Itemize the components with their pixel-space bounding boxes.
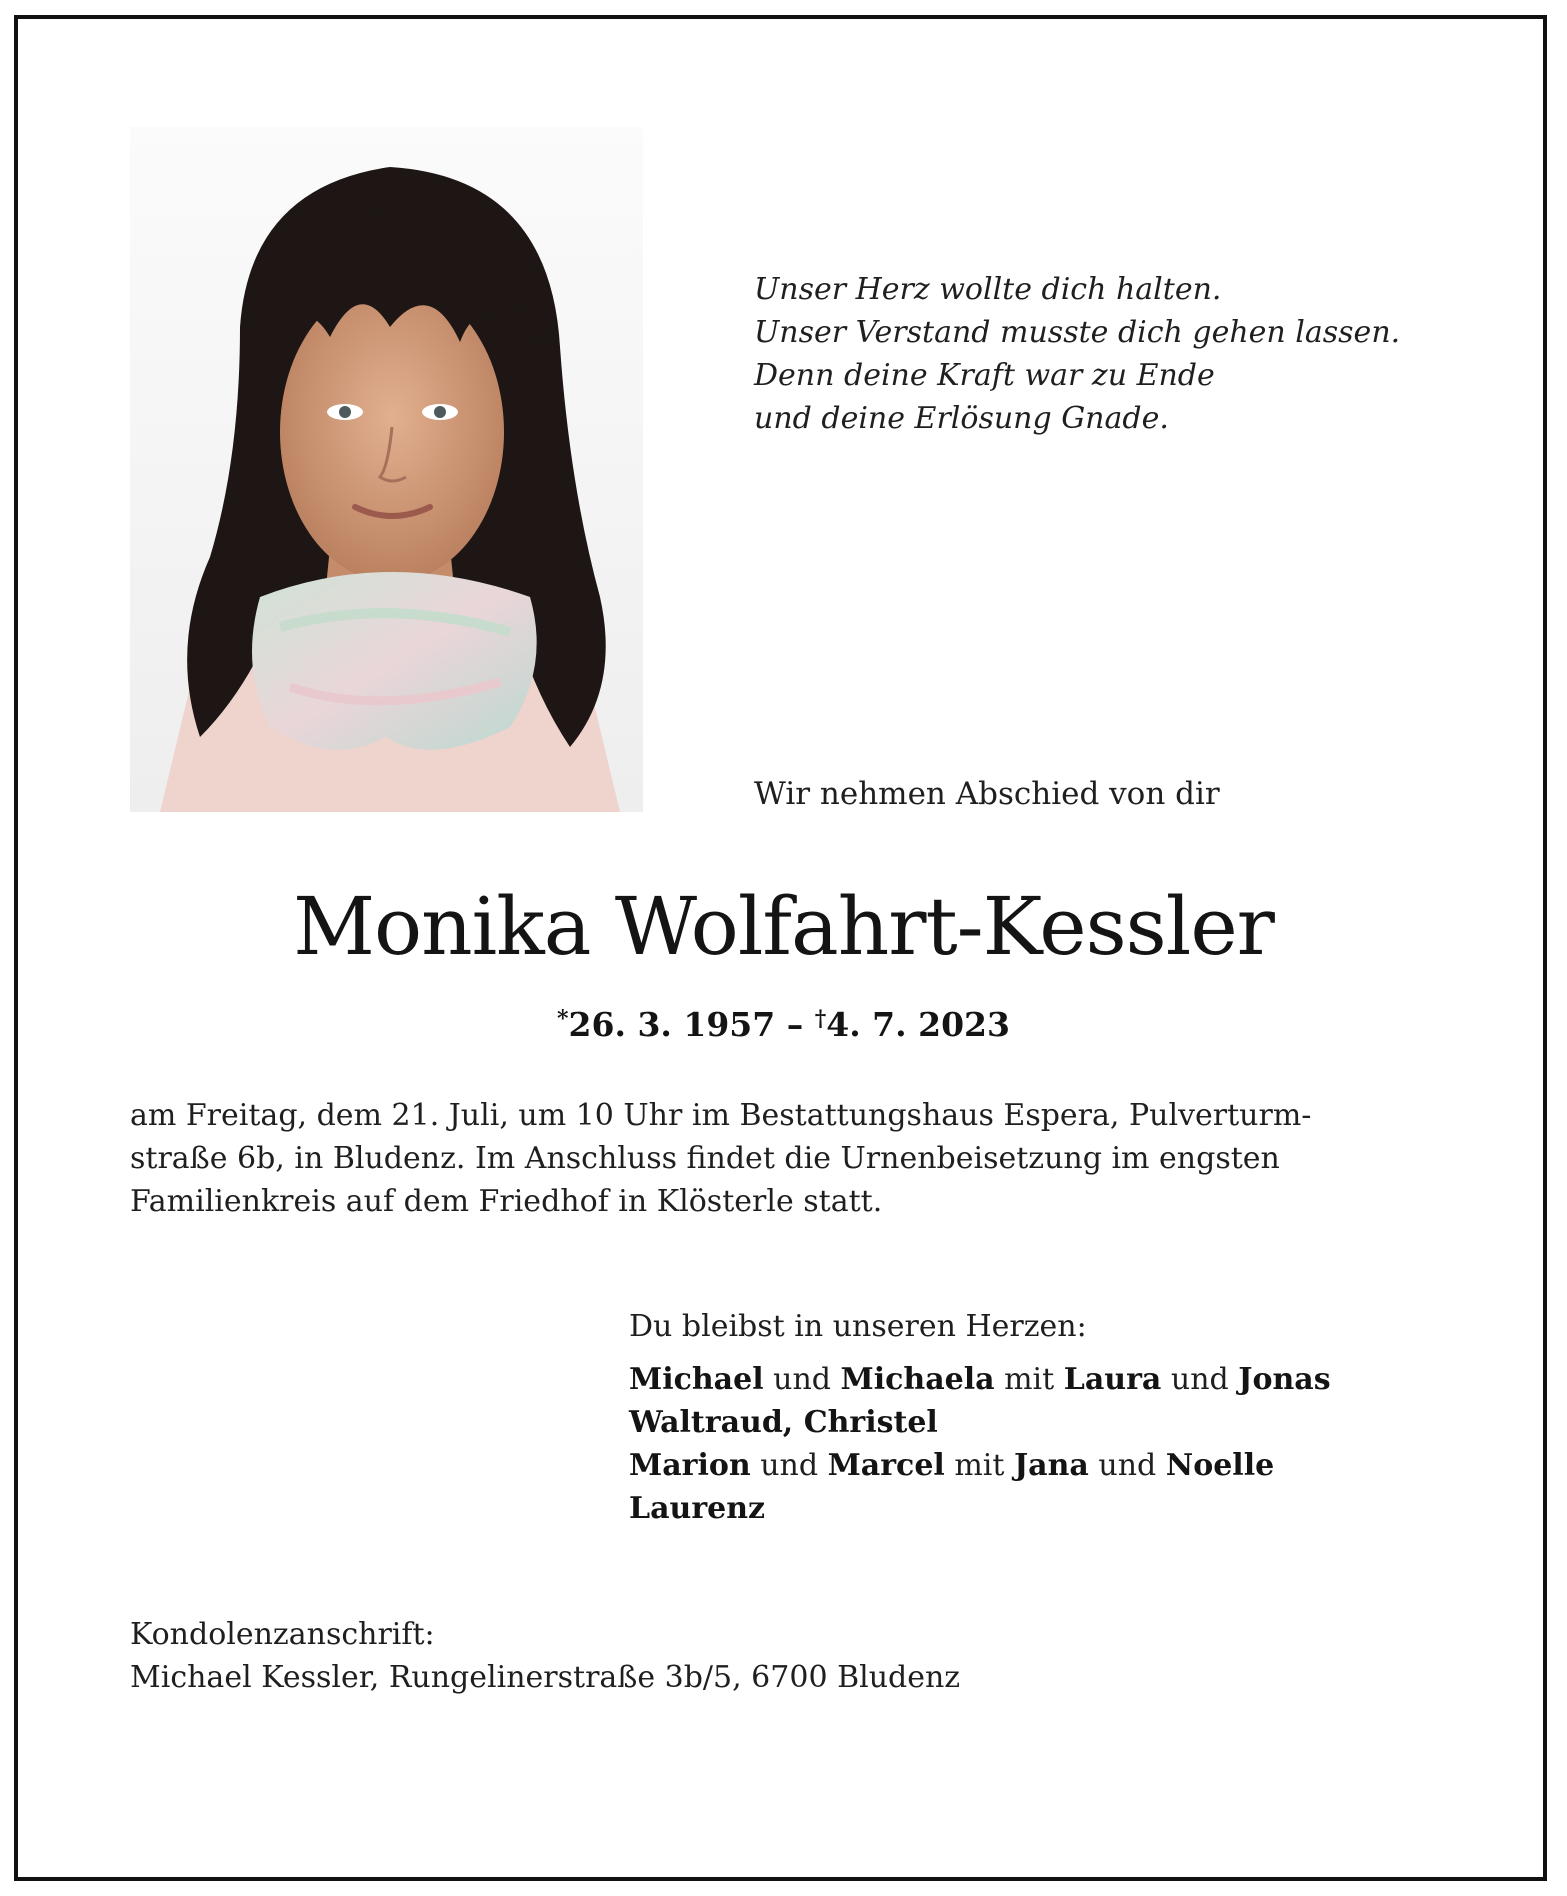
birth-date: 26. 3. 1957 [568,1005,776,1044]
poem-line: Unser Herz wollte dich halten. [754,272,1222,307]
connector: und [763,1362,841,1397]
mourner-name: Laura [1063,1362,1162,1397]
mourner-name: Michaela [840,1362,995,1397]
family-row [629,1358,1331,1401]
family-row [629,1487,1331,1530]
connector: mit [994,1362,1064,1397]
poem [754,268,1400,440]
connector: und [750,1448,828,1483]
death-symbol: † [814,1006,827,1032]
mourner-name: Michael [629,1362,764,1397]
death-date: 4. 7. 2023 [826,1005,1010,1044]
condolence-address [130,1613,960,1699]
ceremony-line: Familienkreis auf dem Friedhof in Klösterle statt. [130,1184,883,1219]
ceremony-line: am Freitag, dem 21. Juli, um 10 Uhr im Bestattungshaus Espera, Pulverturm- [130,1098,1312,1133]
mourner-name: Noelle [1165,1448,1275,1483]
mourner-name: Marion [629,1448,751,1483]
mourner-name: Waltraud, Christel [629,1405,938,1440]
ceremony-line: straße 6b, in Bludenz. Im Anschluss findet die Urnenbeisetzung im engsten [130,1141,1280,1176]
family-row [629,1401,1331,1444]
poem-line: und deine Erlösung Gnade. [754,401,1169,436]
family-list [629,1305,1331,1530]
farewell-text: Wir nehmen Abschied von dir [754,776,1220,812]
mourner-name: Jonas [1238,1362,1331,1397]
connector: und [1088,1448,1166,1483]
birth-symbol: * [557,1006,569,1032]
life-dates [0,1005,1567,1044]
connector: und [1161,1362,1239,1397]
poem-line: Unser Verstand musste dich gehen lassen. [754,315,1401,350]
poem-line: Denn deine Kraft war zu Ende [754,358,1215,393]
family-intro: Du bleibst in unseren Herzen: [629,1309,1087,1344]
mourner-name: Jana [1013,1448,1089,1483]
ceremony-text [130,1094,1440,1223]
family-row [629,1444,1331,1487]
condolence-address-line: Michael Kessler, Rungelinerstraße 3b/5, 6700 Bludenz [130,1660,961,1695]
deceased-name: Monika Wolfahrt-Kessler [293,880,1274,973]
mourner-name: Laurenz [629,1491,766,1526]
condolence-label: Kondolenzanschrift: [130,1617,435,1652]
mourner-name: Marcel [827,1448,945,1483]
date-separator: – [775,1005,815,1044]
portrait-photo [130,127,643,812]
connector: mit [944,1448,1014,1483]
